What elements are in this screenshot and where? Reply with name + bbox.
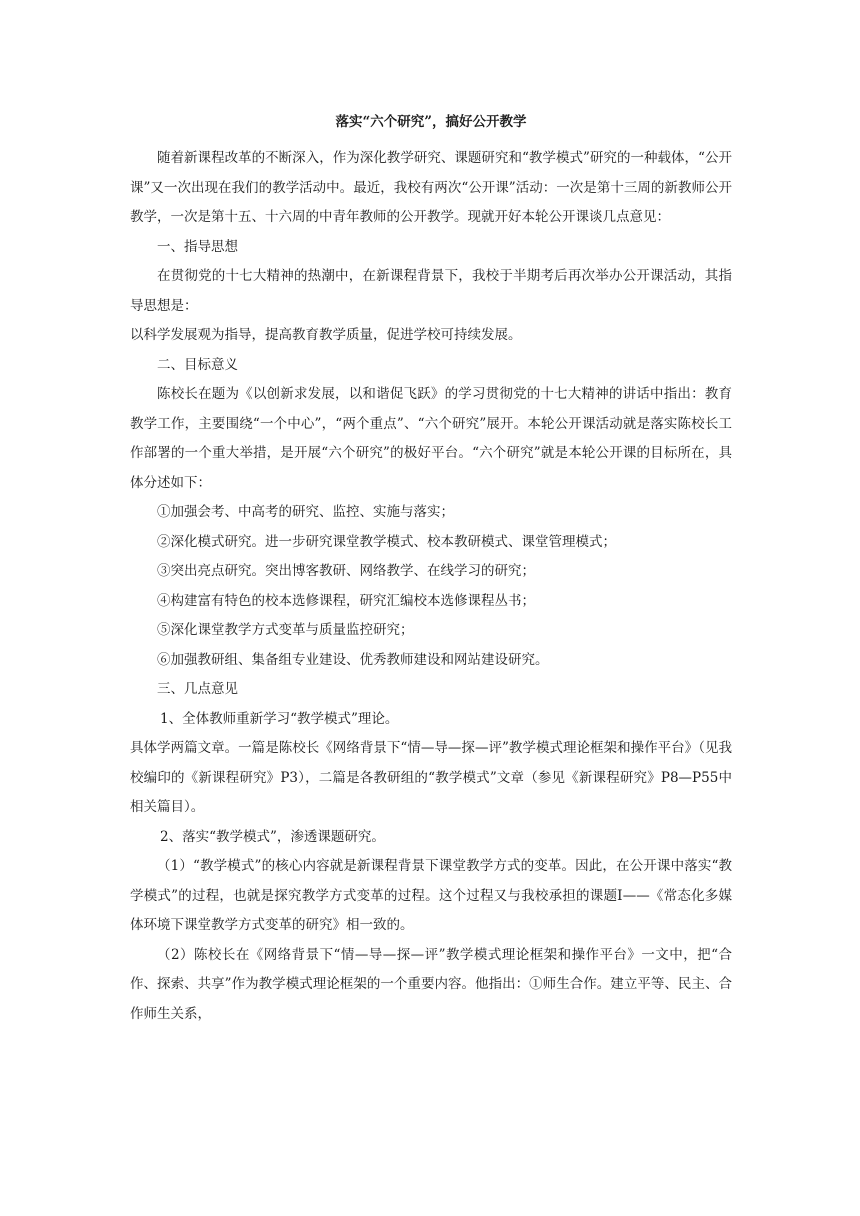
paragraph-opinion-1: 具体学两篇文章。一篇是陈校长《网络背景下“情—导—探—评”教学模式理论框架和操作平台》（见我校编印的《新课程研究》P3），二篇是各教研组的“教学模式”文章（参见《新课程研究》P8—P55中相关篇目）。 (130, 740, 732, 815)
paragraph-goals: 陈校长在题为《以创新求发展，以和谐促飞跃》的学习贯彻党的十七大精神的讲话中指出：教育教学工作，主要围绕“一个中心”，“两个重点”、“六个研究”展开。本轮公开课活动就是落实陈校长工作部署的一个重大举措，是开展“六个研究”的极好平台。“六个研究”就是本轮公开课的目标所在，具体分述如下： (130, 386, 732, 491)
list-item-2: ②深化模式研究。进一步研究课堂教学模式、校本教研模式、课堂管理模式； (157, 533, 616, 550)
paragraph-opinion-2-1: （1）“教学模式”的核心内容就是新课程背景下课堂教学方式的变革。因此，在公开课中落实“教学模式”的过程，也就是探究教学方式变革的过程。这个过程又与我校承担的课题Ⅰ——《常态化多媒体环境下课堂教学方式变革的研究》相一致的。 (130, 858, 732, 933)
paragraph-guiding-idea: 在贯彻党的十七大精神的热潮中，在新课程背景下，我校于半期考后再次举办公开课活动，其指导思想是： (130, 268, 732, 314)
section-heading-3: 三、几点意见 (157, 681, 238, 697)
opinion-1-heading: 1、全体教师重新学习“教学模式”理论。 (160, 710, 399, 727)
list-item-1: ①加强会考、中高考的研究、监控、实施与落实； (157, 504, 454, 520)
document-page (130, 112, 732, 1029)
paragraph-guiding-statement: 以科学发展观为指导，提高教育教学质量，促进学校可持续发展。 (130, 327, 522, 343)
opinion-2-heading: 2、落实“教学模式”，渗透课题研究。 (160, 828, 385, 845)
list-item-6: ⑥加强教研组、集备组专业建设、优秀教师建设和网站建设研究。 (157, 651, 549, 668)
paragraph-intro: 随着新课程改革的不断深入，作为深化教学研究、课题研究和“教学模式”研究的一种载体，“公开课”又一次出现在我们的教学活动中。最近，我校有两次“公开课”活动：一次是第十三周的新教师公开教学，一次是第十五、十六周的中青年教师的公开教学。现就开好本轮公开课谈几点意见： (130, 150, 732, 225)
section-heading-2: 二、目标意义 (157, 356, 238, 373)
list-item-4: ④构建富有特色的校本选修课程，研究汇编校本选修课程丛书； (157, 592, 535, 609)
list-item-5: ⑤深化课堂教学方式变革与质量监控研究； (157, 622, 414, 638)
section-heading-1: 一、指导思想 (157, 238, 238, 255)
document-title: 落实“六个研究”，搞好公开教学 (335, 114, 527, 130)
paragraph-opinion-2-2: （2）陈校长在《网络背景下“情—导—探—评”教学模式理论框架和操作平台》一文中，把“合作、探索、共享”作为教学模式理论框架的一个重要内容。他指出：①师生合作。建立平等、民主、合作师生关系， (130, 946, 732, 1022)
list-item-3: ③突出亮点研究。突出博客教研、网络教学、在线学习的研究； (157, 563, 535, 579)
